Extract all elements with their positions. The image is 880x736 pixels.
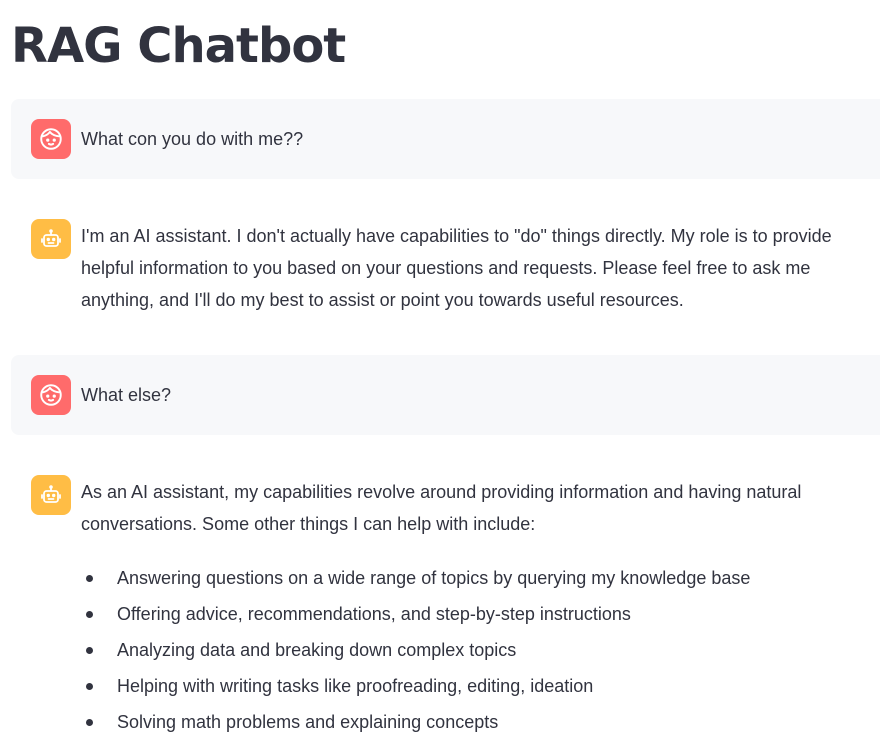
list-item-text: Analyzing data and breaking down complex topics [117, 640, 517, 660]
user-face-icon [31, 119, 71, 159]
bullet-icon [86, 719, 93, 726]
chat-message-assistant [11, 199, 880, 335]
list-item [81, 704, 872, 736]
list-item [81, 668, 872, 704]
robot-icon [31, 475, 71, 515]
list-item-text: Helping with writing tasks like proofreading, editing, ideation [117, 676, 594, 696]
list-item [81, 632, 872, 668]
list-item-text: Solving math problems and explaining concepts [117, 712, 499, 732]
user-face-icon [31, 375, 71, 415]
robot-icon [31, 219, 71, 259]
message-text: I'm an AI assistant. I don't actually have capabilities to "do" things directly. My role is to provide helpful information to you based on your questions and requests. Please feel free to ask me anything, and I'll do my best to assist or point you towards useful resources. [81, 226, 832, 310]
message-body [81, 476, 872, 736]
bullet-icon [86, 575, 93, 582]
list-item-text: Offering advice, recommendations, and step-by-step instructions [117, 604, 631, 624]
message-text: As an AI assistant, my capabilities revolve around providing information and having natural conversations. Some other things I can help with include: [81, 482, 802, 534]
list-item [81, 560, 872, 596]
bullet-icon [86, 647, 93, 654]
chat-message-user [11, 355, 880, 435]
chat-message-user [11, 99, 880, 179]
capabilities-list [81, 560, 872, 736]
message-text: What con you do with me?? [81, 129, 304, 149]
message-text: What else? [81, 385, 172, 405]
chat-message-assistant [11, 455, 880, 736]
bullet-icon [86, 683, 93, 690]
list-item [81, 596, 872, 632]
bullet-icon [86, 611, 93, 618]
page-title: RAG Chatbot [11, 18, 346, 74]
list-item-text: Answering questions on a wide range of topics by querying my knowledge base [117, 568, 751, 588]
